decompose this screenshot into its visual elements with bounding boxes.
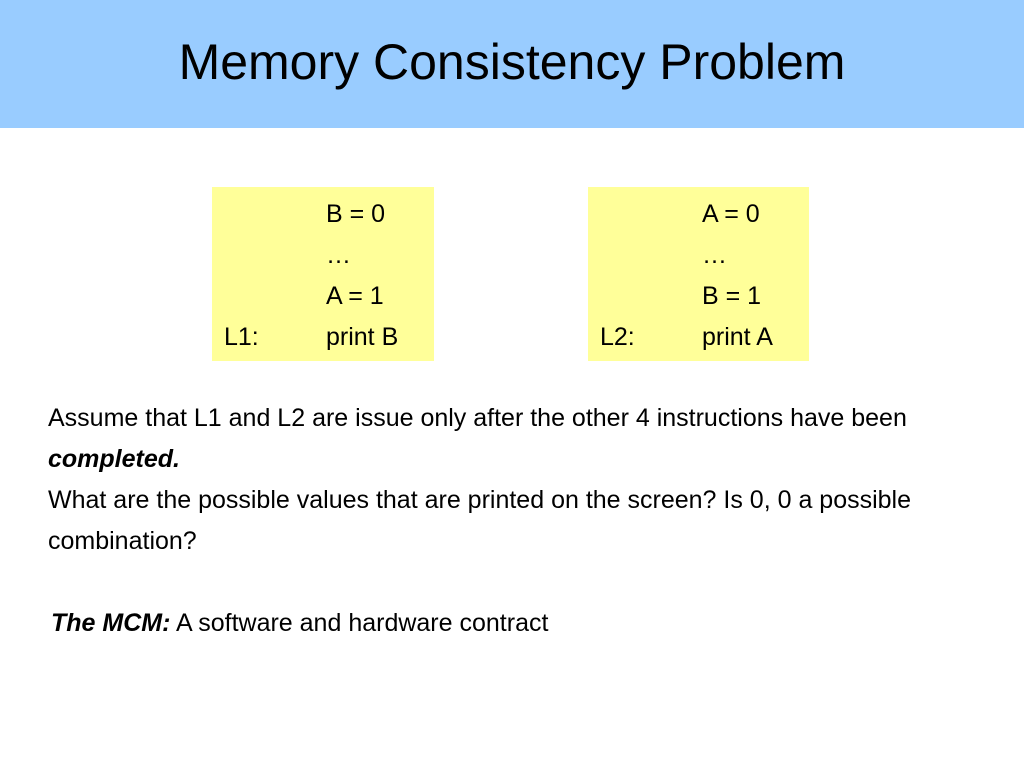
code-box-thread-2 [588,187,809,361]
code-statement: B = 0 [326,200,386,228]
code-statement: print A [702,323,773,351]
code-label: L2: [600,323,635,351]
spacer [48,562,1008,603]
code-statement: … [326,241,351,269]
code-statement: A = 1 [326,282,384,310]
question-paragraph: What are the possible values that are printed on the screen? Is 0, 0 a possible combination? [48,486,912,555]
mcm-paragraph [48,603,1008,644]
code-statement: print B [326,323,399,351]
code-statement: B = 1 [702,282,762,310]
code-statement: A = 0 [702,200,760,228]
slide-body [48,398,1008,644]
code-statement: … [702,241,727,269]
mcm-text: A software and hardware contract [170,609,549,637]
mcm-label: The MCM: [51,609,171,637]
title-band [0,0,1024,128]
code-label: L1: [224,323,259,351]
assumption-emphasis: completed. [48,445,180,473]
slide-title: Memory Consistency Problem [178,34,846,90]
assumption-paragraph [48,398,1008,480]
assumption-text: Assume that L1 and L2 are issue only after the other 4 instructions have been [48,404,907,432]
code-box-thread-1 [212,187,434,361]
